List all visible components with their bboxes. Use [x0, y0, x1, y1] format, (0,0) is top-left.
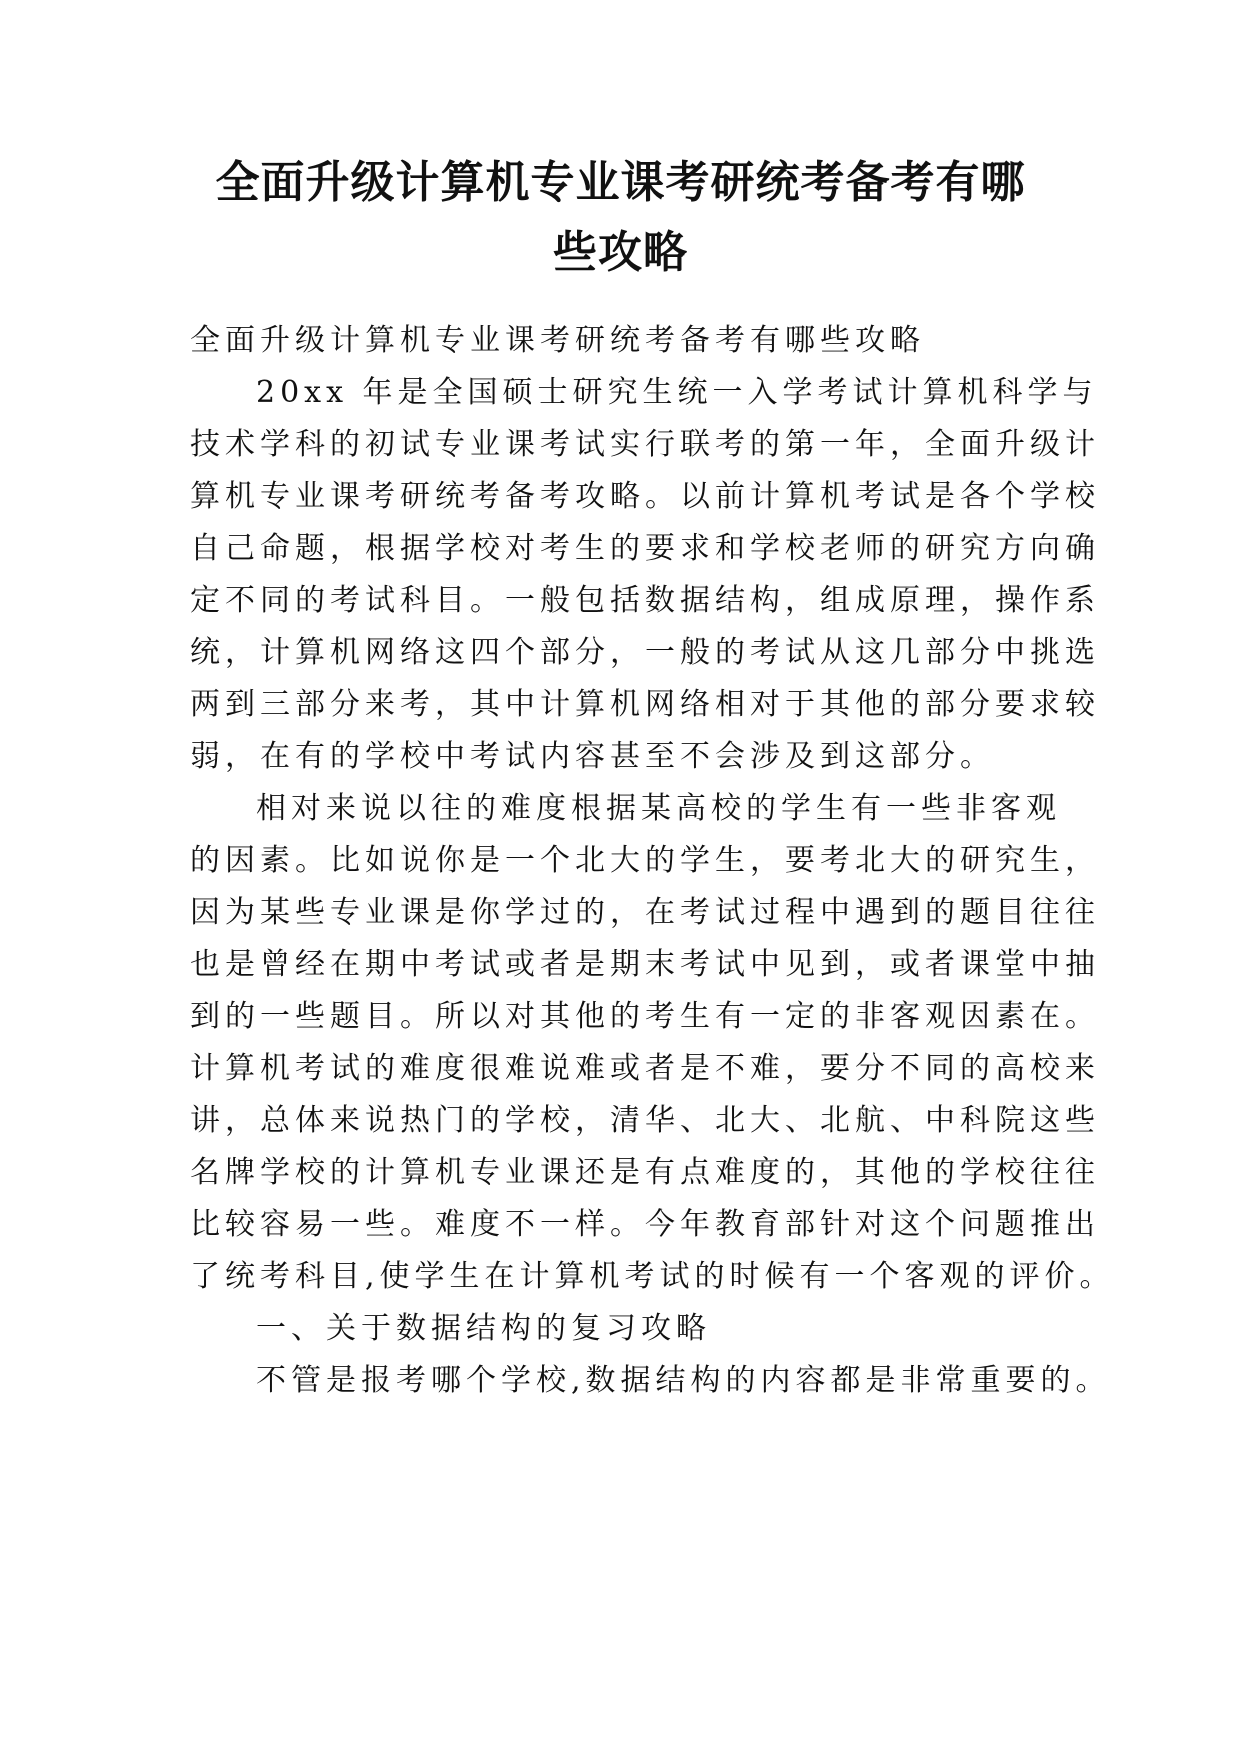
paragraph-2-line-4: 也是曾经在期中考试或者是期末考试中见到，或者课堂中抽 — [190, 947, 1100, 982]
paragraph-2-line-5: 到的一些题目。所以对其他的考生有一定的非客观因素在。 — [190, 999, 1100, 1034]
paragraph-2-line-7: 讲，总体来说热门的学校，清华、北大、北航、中科院这些 — [190, 1103, 1100, 1138]
section-heading: 一、关于数据结构的复习攻略 — [256, 1311, 711, 1346]
paragraph-2-line-3: 因为某些专业课是你学过的，在考试过程中遇到的题目往往 — [190, 895, 1100, 930]
paragraph-1-line-3: 算机专业课考研统考备考攻略。以前计算机考试是各个学校 — [190, 479, 1100, 514]
paragraph-1-line-8: 弱，在有的学校中考试内容甚至不会涉及到这部分。 — [190, 739, 995, 774]
paragraph-2-line-2: 的因素。比如说你是一个北大的学生，要考北大的研究生， — [190, 843, 1100, 878]
paragraph-2-line-1: 相对来说以往的难度根据某高校的学生有一些非客观 — [256, 791, 1061, 826]
paragraph-2-line-8: 名牌学校的计算机专业课还是有点难度的，其他的学校往往 — [190, 1155, 1100, 1190]
paragraph-1-line-1: 20xx 年是全国硕士研究生统一入学考试计算机科学与 — [256, 375, 1098, 410]
subtitle-line: 全面升级计算机专业课考研统考备考有哪些攻略 — [190, 323, 925, 358]
paragraph-1-line-4: 自己命题，根据学校对考生的要求和学校老师的研究方向确 — [190, 531, 1100, 566]
paragraph-2-line-6: 计算机考试的难度很难说难或者是不难，要分不同的高校来 — [190, 1051, 1100, 1086]
paragraph-1-line-2: 技术学科的初试专业课考试实行联考的第一年，全面升级计 — [190, 427, 1100, 462]
title-line-2: 些攻略 — [553, 227, 688, 278]
paragraph-3-line-1: 不管是报考哪个学校,数据结构的内容都是非常重要的。 — [256, 1363, 1111, 1398]
paragraph-2-line-9: 比较容易一些。难度不一样。今年教育部针对这个问题推出 — [190, 1207, 1100, 1242]
paragraph-1-line-7: 两到三部分来考，其中计算机网络相对于其他的部分要求较 — [190, 687, 1100, 722]
document-title — [150, 148, 1091, 288]
paragraph-1-line-5: 定不同的考试科目。一般包括数据结构，组成原理，操作系 — [190, 583, 1100, 618]
paragraph-2-line-10: 了统考科目,使学生在计算机考试的时候有一个客观的评价。 — [190, 1259, 1115, 1294]
title-line-1: 全面升级计算机专业课考研统考备考有哪 — [215, 157, 1026, 208]
paragraph-1-line-6: 统，计算机网络这四个部分，一般的考试从这几部分中挑选 — [190, 635, 1100, 670]
